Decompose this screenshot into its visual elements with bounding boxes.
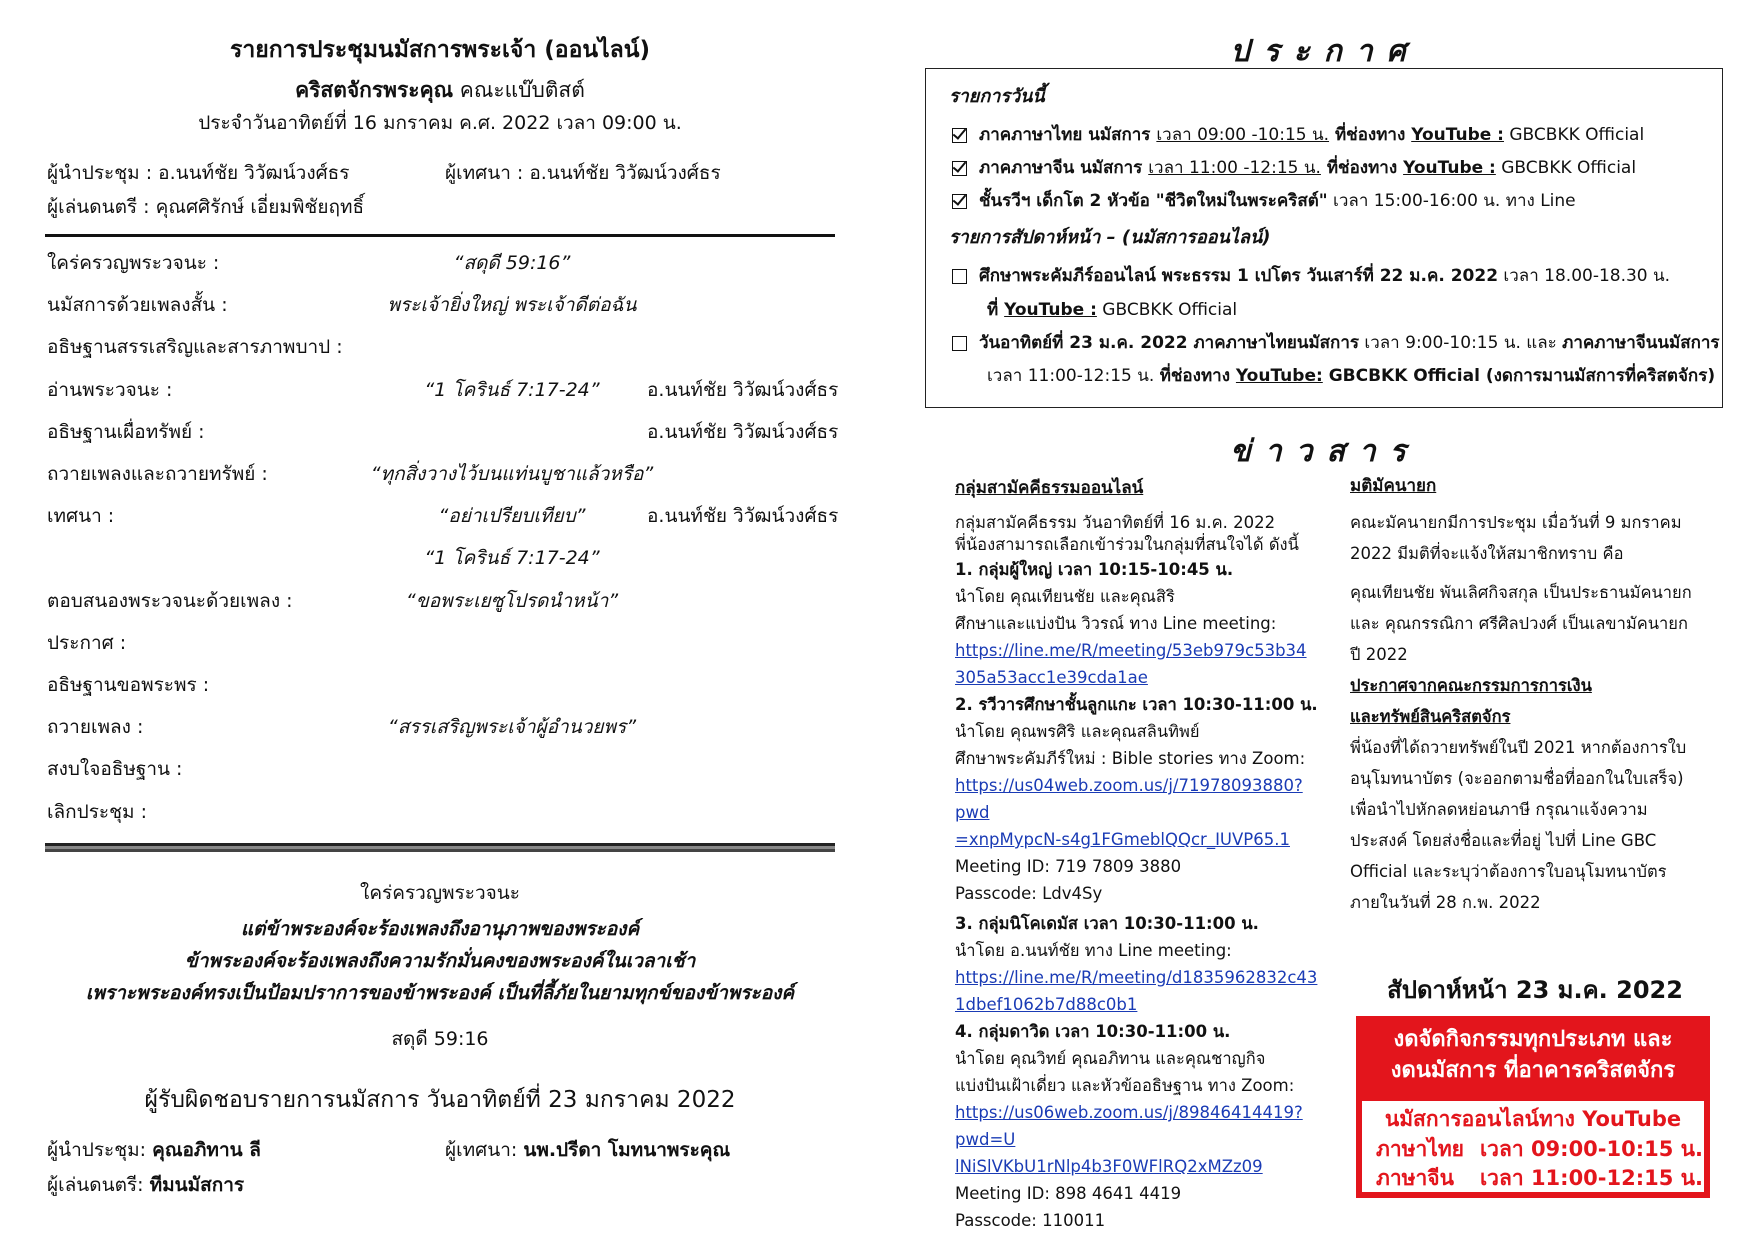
- service-date: ประจำวันอาทิตย์ที่ 16 มกราคม ค.ศ. 2022 เวลา 09:00 น.: [198, 112, 682, 134]
- next-item-2-note: GBCBKK Official (งดการมานมัสการที่คริสตจักร): [1322, 366, 1716, 386]
- order-row: [47, 797, 837, 831]
- verse-line-2: ข้าพระองค์จะร้องเพลงถึงความรักมั่นคงของพระองค์ในเวลาเช้า: [184, 950, 696, 972]
- deacon-line-1: คณะมัคนายกมีการประชุม เมื่อวันที่ 9 มกราคม: [1350, 513, 1682, 532]
- next-item-1-channel-name: GBCBKK Official: [1096, 300, 1238, 320]
- next-item-2-via: ที่ช่องทาง: [1159, 366, 1236, 386]
- order-row: [47, 712, 837, 746]
- church-name: [0, 74, 880, 107]
- order-detail: “สดุดี 59:16”: [453, 252, 571, 274]
- order-detail: “ทุกสิ่งวางไว้บนแท่นบูชาแล้วหรือ”: [370, 463, 654, 485]
- order-detail: “อย่าเปรียบเทียบ”: [438, 505, 586, 528]
- next-leader-label: ผู้นำประชุม:: [47, 1139, 147, 1161]
- next-item-1-text: ศึกษาพระคัมภีร์ออนไลน์ พระธรรม 1 เปโตร วันเสาร์ที่ 22 ม.ค. 2022: [979, 266, 1499, 286]
- group-3-link[interactable]: https://line.me/R/meeting/d1835962832c43: [955, 968, 1318, 987]
- today-item-2-time: เวลา 11:00 -12:15 น.: [1148, 158, 1321, 178]
- next-item-1-youtube: YouTube :: [1004, 300, 1097, 320]
- closure-line-1: งดจัดกิจกรรมทุกประเภท และ: [1393, 1027, 1673, 1052]
- next-item-2-time: เวลา 9:00-10:15 น. และ: [1359, 333, 1563, 353]
- closure-notice: [1356, 1016, 1710, 1198]
- finance-line-5: Official และระบุว่าต้องการใบอนุโมทนาบัตร: [1350, 862, 1667, 881]
- order-label: อธิษฐานสรรเสริญและสารภาพบาป :: [47, 336, 343, 359]
- finance-title-1: ประกาศจากคณะกรรมการการเงิน: [1350, 676, 1592, 695]
- order-detail: “สรรเสริญพระเจ้าผู้อำนวยพร”: [387, 716, 637, 739]
- group-2-leaders: นำโดย คุณพรศิริ และคุณสลินทิพย์: [955, 722, 1200, 741]
- order-row: [47, 501, 837, 535]
- order-row: [47, 670, 837, 704]
- fellowship-title: กลุ่มสามัคคีธรรมออนไลน์: [955, 478, 1144, 498]
- group-4-topic: แบ่งปันเฝ้าเดี่ยว และหัวข้ออธิษฐาน ทาง Zoom:: [955, 1076, 1295, 1095]
- unchecked-box-icon: [952, 269, 967, 284]
- finance-title-2: และทรัพย์สินคริสตจักร: [1350, 707, 1511, 726]
- online-worship-line: นมัสการออนไลน์ทาง YouTube: [1384, 1107, 1682, 1131]
- group-1-link-cont[interactable]: 305a53acc1e39cda1ae: [955, 668, 1148, 687]
- fellowship-groups: [955, 475, 1335, 1234]
- divider-bottom: [45, 843, 835, 852]
- deacon-line-4: และ คุณกรรณิกา ศรีศิลปวงศ์ เป็นเลขามัคนายก: [1350, 614, 1688, 633]
- deacon-line-2: 2022 มีมติที่จะแจ้งให้สมาชิกทราบ คือ: [1350, 544, 1624, 563]
- group-2-topic: ศึกษาพระคัมภีร์ใหม่ : Bible stories ทาง Zoom:: [955, 749, 1306, 768]
- next-item-1: [952, 262, 1670, 289]
- next-item-2-chinese: ภาคภาษาจีนนมัสการ: [1562, 333, 1720, 353]
- group-2-link-cont[interactable]: =xnpMypcN-s4g1FGmeblQQcr_IUVP65.1: [955, 830, 1290, 849]
- deacon-line-3: คุณเทียนชัย พันเลิศกิจสกุล เป็นประธานมัคนายก: [1350, 583, 1692, 602]
- next-musician-label: ผู้เล่นดนตรี:: [47, 1174, 144, 1196]
- service-musician: ผู้เล่นดนตรี : คุณศศิรักษ์ เอี่ยมพิชัยฤทธิ์: [47, 196, 365, 218]
- order-row: [47, 586, 837, 620]
- next-item-2-time-2: เวลา 11:00-12:15 น.: [987, 366, 1160, 386]
- order-row: [47, 332, 837, 366]
- group-4-passcode: Passcode: 110011: [955, 1211, 1106, 1230]
- finance-line-3: เพื่อนำไปหักลดหย่อนภาษี กรุณาแจ้งความ: [1350, 800, 1648, 819]
- today-item-2: [952, 154, 1636, 181]
- order-row: [47, 754, 837, 788]
- group-4-link-cont[interactable]: lNiSlVKbU1rNlp4b3F0WFlRQ2xMZz09: [955, 1157, 1263, 1176]
- order-label: เทศนา :: [47, 505, 115, 528]
- next-week-notice-heading: สัปดาห์หน้า 23 ม.ค. 2022: [1387, 976, 1683, 1004]
- service-leader: ผู้นำประชุม : อ.นนท์ชัย วิวัฒน์วงศ์ธร: [47, 162, 350, 184]
- church-name-bold: คริสตจักรพระคุณ: [295, 78, 454, 102]
- fellowship-intro-1: กลุ่มสามัคคีธรรม วันอาทิตย์ที่ 16 ม.ค. 2022: [955, 513, 1276, 532]
- today-item-1-time: เวลา 09:00 -10:15 น.: [1156, 125, 1330, 145]
- service-preacher: ผู้เทศนา : อ.นนท์ชัย วิวัฒน์วงศ์ธร: [445, 162, 721, 184]
- next-musician-name: ทีมนมัสการ: [149, 1174, 245, 1196]
- order-label: อธิษฐานเผื่อทรัพย์ :: [47, 420, 205, 443]
- unchecked-box-icon: [952, 336, 967, 351]
- announcements-heading: ประกาศ: [1230, 34, 1420, 69]
- verse-line-3: เพราะพระองค์ทรงเป็นป้อมปราการของข้าพระองค์ เป็นที่ลี้ภัยในยามทุกข์ของข้าพระองค์: [85, 982, 795, 1004]
- order-label: ถวายเพลง :: [47, 716, 144, 739]
- order-row: [47, 417, 837, 451]
- next-item-2-text: วันอาทิตย์ที่ 23 ม.ค. 2022 ภาคภาษาไทยนมัสการ: [979, 333, 1359, 353]
- today-item-1: [952, 121, 1644, 148]
- order-row: [47, 290, 837, 324]
- group-1-link[interactable]: https://line.me/R/meeting/53eb979c53b34: [955, 641, 1307, 660]
- group-3-link-cont[interactable]: 1dbef1062b7d88c0b1: [955, 995, 1138, 1014]
- group-4-leaders: นำโดย คุณวิทย์ คุณอภิทาน และคุณชาญกิจ: [955, 1049, 1266, 1068]
- thai-time: เวลา 09:00-10:15 น.: [1480, 1137, 1703, 1161]
- order-row: [47, 543, 837, 577]
- order-label: นมัสการด้วยเพลงสั้น :: [47, 294, 228, 317]
- order-person: อ.นนท์ชัย วิวัฒน์วงศ์ธร: [647, 505, 839, 528]
- chinese-label: ภาษาจีน: [1376, 1166, 1454, 1190]
- next-leader-name: คุณอภิทาน ลี: [152, 1139, 261, 1161]
- next-item-2-youtube: YouTube:: [1235, 366, 1323, 386]
- next-week-heading: ผู้รับผิดชอบรายการนมัสการ วันอาทิตย์ที่ 23 มกราคม 2022: [144, 1087, 736, 1113]
- next-preacher-label: ผู้เทศนา:: [445, 1139, 518, 1161]
- next-preacher: [445, 1135, 730, 1165]
- bulletin-title: รายการประชุมนมัสการพระเจ้า (ออนไลน์): [229, 37, 651, 63]
- group-4-meeting-id: Meeting ID: 898 4641 4419: [955, 1184, 1182, 1203]
- today-item-2-channel: GBCBKK Official: [1495, 158, 1637, 178]
- checked-box-icon: [952, 161, 967, 176]
- group-1-leaders: นำโดย คุณเทียนชัย และคุณสิริ: [955, 587, 1175, 606]
- group-3-title: 3. กลุ่มนิโคเดมัส เวลา 10:30-11:00 น.: [955, 914, 1259, 933]
- church-name-rest: คณะแบ๊บติสต์: [453, 78, 585, 102]
- order-detail: พระเจ้ายิ่งใหญ่ พระเจ้าดีต่อฉัน: [387, 294, 637, 317]
- finance-line-6: ภายในวันที่ 28 ก.พ. 2022: [1350, 893, 1541, 912]
- order-label: อ่านพระวจนะ :: [47, 378, 173, 401]
- group-4-link[interactable]: https://us06web.zoom.us/j/89846414419?pwd=U: [955, 1103, 1303, 1149]
- checked-box-icon: [952, 194, 967, 209]
- online-worship-box: [1362, 1101, 1704, 1192]
- order-row: [47, 375, 837, 409]
- order-label: สงบใจอธิษฐาน :: [47, 758, 183, 781]
- group-2-link[interactable]: https://us04web.zoom.us/j/71978093880?pwd: [955, 776, 1303, 822]
- announcements-box: [925, 68, 1723, 408]
- verse-line-1: แต่ข้าพระองค์จะร้องเพลงถึงอานุภาพของพระองค์: [240, 918, 640, 940]
- order-label: เลิกประชุม :: [47, 800, 147, 823]
- next-item-2-channel: [987, 362, 1715, 389]
- order-row: [47, 628, 837, 662]
- order-person: อ.นนท์ชัย วิวัฒน์วงศ์ธร: [647, 378, 839, 401]
- order-person: อ.นนท์ชัย วิวัฒน์วงศ์ธร: [647, 420, 839, 443]
- today-item-1-channel: GBCBKK Official: [1503, 125, 1645, 145]
- today-item-2-youtube: YouTube :: [1403, 158, 1496, 178]
- next-leader: [47, 1135, 261, 1165]
- order-label: อธิษฐานขอพระพร :: [47, 674, 210, 696]
- today-item-1-via: ที่ช่องทาง: [1329, 125, 1412, 145]
- order-label: ตอบสนองพระวจนะด้วยเพลง :: [47, 589, 293, 612]
- group-3-leaders: นำโดย อ.นนท์ชัย ทาง Line meeting:: [955, 941, 1232, 960]
- order-detail: “ขอพระเยซูโปรดนำหน้า”: [405, 589, 619, 612]
- group-2-passcode: Passcode: Ldv4Sy: [955, 884, 1103, 903]
- order-label: ประกาศ :: [47, 631, 127, 654]
- reflection-heading: ใคร่ครวญพระวจนะ: [360, 882, 520, 904]
- closure-text: [1356, 1024, 1710, 1086]
- order-label: ถวายเพลงและถวายทรัพย์ :: [47, 463, 268, 485]
- divider-top: [45, 234, 835, 237]
- news-heading: ข่าวสาร: [1230, 434, 1420, 469]
- today-item-3-text: ชั้นรวีฯ เด็กโต 2 หัวข้อ "ชีวิตใหม่ในพระคริสต์": [979, 191, 1328, 211]
- today-heading: รายการวันนี้: [949, 86, 1045, 107]
- today-item-2-via: ที่ช่องทาง: [1320, 158, 1404, 178]
- next-item-2: [952, 329, 1720, 356]
- group-1-topic: ศึกษาและแบ่งปัน วิวรณ์ ทาง Line meeting:: [955, 614, 1277, 633]
- next-preacher-name: นพ.ปรีดา โมทนาพระคุณ: [523, 1139, 731, 1161]
- today-item-2-text: ภาคภาษาจีน นมัสการ: [979, 158, 1149, 178]
- finance-line-4: ประสงค์ โดยส่งชื่อและที่อยู่ ไปที่ Line GBC: [1350, 831, 1657, 850]
- group-1-title: 1. กลุ่มผู้ใหญ่ เวลา 10:15-10:45 น.: [955, 560, 1234, 579]
- deacon-line-5: ปี 2022: [1350, 645, 1408, 664]
- finance-line-2: อนุโมทนาบัตร (จะออกตามชื่อที่ออกในใบเสร็จ): [1350, 769, 1684, 788]
- thai-label: ภาษาไทย: [1376, 1137, 1464, 1161]
- next-item-1-at: ที่: [987, 300, 1005, 320]
- deacon-title: มติมัคนายก: [1350, 476, 1437, 496]
- verse-reference: สดุดี 59:16: [391, 1028, 489, 1050]
- order-row: [47, 459, 837, 493]
- checked-box-icon: [952, 128, 967, 143]
- chinese-time: เวลา 11:00-12:15 น.: [1480, 1166, 1703, 1190]
- today-item-3-time: เวลา 15:00-16:00 น. ทาง Line: [1327, 191, 1576, 211]
- today-item-1-youtube: YouTube :: [1411, 125, 1504, 145]
- next-week-program-heading: รายการสัปดาห์หน้า – (นมัสการออนไลน์): [949, 227, 1271, 248]
- order-row: [47, 248, 837, 282]
- order-label: ใคร่ครวญพระวจนะ :: [47, 252, 220, 274]
- finance-line-1: พี่น้องที่ได้ถวายทรัพย์ในปี 2021 หากต้องการใบ: [1350, 738, 1687, 757]
- order-detail: “1 โครินธ์ 7:17-24”: [424, 547, 600, 570]
- closure-line-2: งดนมัสการ ที่อาคารคริสตจักร: [1390, 1058, 1676, 1083]
- next-musician: [47, 1170, 244, 1200]
- next-item-1-channel: [987, 296, 1237, 323]
- fellowship-intro-2: พี่น้องสามารถเลือกเข้าร่วมในกลุ่มที่สนใจได้ ดังนี้: [955, 535, 1299, 554]
- today-item-1-text: ภาคภาษาไทย นมัสการ: [979, 125, 1157, 145]
- deacon-resolution: [1350, 475, 1720, 918]
- order-detail: “1 โครินธ์ 7:17-24”: [424, 378, 600, 401]
- group-4-title: 4. กลุ่มดาวิด เวลา 10:30-11:00 น.: [955, 1022, 1231, 1041]
- next-item-1-time: เวลา 18.00-18.30 น.: [1498, 266, 1671, 286]
- group-2-meeting-id: Meeting ID: 719 7809 3880: [955, 857, 1182, 876]
- group-2-title: 2. รวีวารศึกษาชั้นลูกแกะ เวลา 10:30-11:00 น.: [955, 695, 1318, 714]
- today-item-3: [952, 187, 1576, 214]
